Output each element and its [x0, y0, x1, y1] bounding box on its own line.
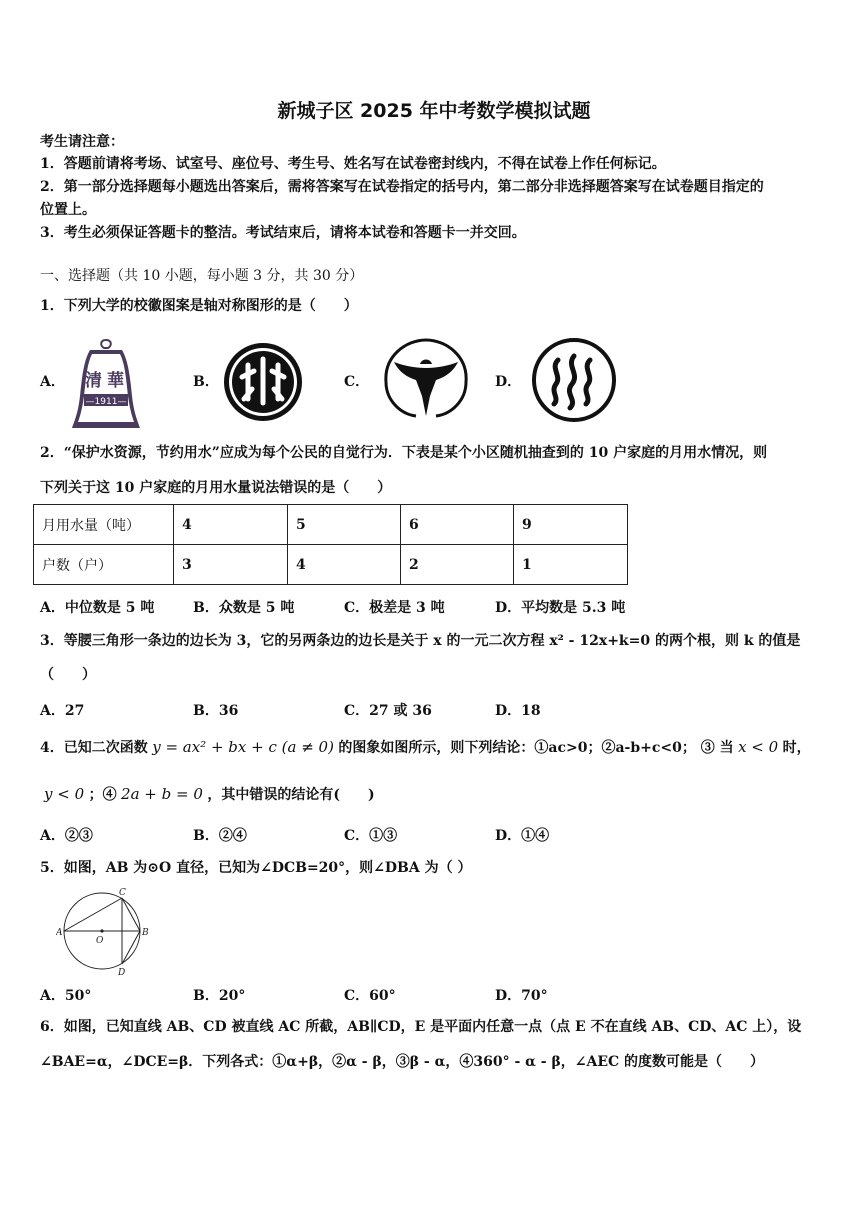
q4-option-c: C．①③: [344, 828, 398, 844]
table-cell: 4: [288, 545, 401, 585]
q3-stem-line2: （ ）: [40, 667, 96, 683]
q3-option-d: D．18: [495, 703, 541, 719]
q4-formula: y < 0: [44, 785, 85, 803]
q6-stem-line1: 6．如图，已知直线 AB、CD 被直线 AC 所截，AB∥CD，E 是平面内任意一点（点 E 不在直线 AB、CD、AC 上），设: [40, 1019, 802, 1035]
q5-stem: 5．如图，AB 为⊙O 直径，已知为∠DCB=20°，则∠DBA 为（ ）: [40, 860, 472, 876]
q5-option-a: A．50°: [40, 988, 92, 1004]
q1-option-b-label: B．: [193, 374, 219, 390]
q4-stem-line2: [44, 784, 375, 805]
q2-stem-line2: 下列关于这 10 户家庭的月用水量说法错误的是（ ）: [40, 480, 392, 496]
circle-diagram-icon: [56, 886, 152, 978]
svg-text:清: 清: [85, 371, 102, 391]
notice-heading: 考生请注意：: [40, 134, 124, 150]
q2-stem-line1: 2．“保护水资源，节约用水”应成为每个公民的自觉行为．下表是某个小区随机抽查到的 10 户家庭的月用水情况，则: [40, 445, 768, 461]
table-header-cell: 户数（户）: [34, 545, 174, 585]
page-title: 新城子区 2025 年中考数学模拟试题: [277, 100, 591, 122]
table-cell: 5: [288, 505, 401, 545]
q5-option-b: B．20°: [193, 988, 246, 1004]
table-row: [34, 505, 628, 545]
q3-option-a: A．27: [40, 703, 85, 719]
badge-year: —1911—: [85, 397, 127, 407]
eagle-badge-icon: [380, 336, 472, 418]
q3-stem-line1: 3．等腰三角形一条边的边长为 3，它的另两条边的边长是关于 x 的一元二次方程 x² - 12x+k=0 的两个根，则 k 的值是: [40, 633, 801, 649]
q6-stem-line2: ∠BAE=α，∠DCE=β．下列各式：①α+β，②α - β，③β - α，④360° - α - β，∠AEC 的度数可能是（ ）: [40, 1054, 765, 1070]
q4-formula: x < 0: [738, 738, 779, 756]
q1-option-c-label: C．: [344, 374, 370, 390]
svg-text:A: A: [56, 928, 63, 938]
q2-option-a: A．中位数是 5 吨: [40, 600, 155, 616]
q4-formula: 2a + b = 0: [121, 785, 203, 803]
table-cell: 1: [514, 545, 628, 585]
water-usage-table: [33, 504, 628, 585]
notice-item-1: 1．答题前请将考场、试室号、座位号、考生号、姓名写在试卷密封线内，不得在试卷上作任何标记。: [40, 156, 666, 172]
q4-stem-line1: [40, 737, 811, 758]
svg-text:O: O: [96, 936, 104, 946]
svg-text:B: B: [142, 928, 149, 938]
table-cell: 4: [174, 505, 288, 545]
q4-stem-part: ；④: [88, 787, 117, 803]
q5-option-c: C．60°: [344, 988, 396, 1004]
svg-text:華: 華: [107, 371, 124, 391]
q2-option-b: B．众数是 5 吨: [193, 600, 295, 616]
q5-option-d: D．70°: [495, 988, 548, 1004]
svg-text:D: D: [118, 968, 126, 978]
section-heading: 一、选择题（共 10 小题，每小题 3 分，共 30 分）: [40, 268, 364, 284]
tsinghua-badge-icon: [70, 336, 142, 432]
svg-text:C: C: [119, 888, 126, 898]
table-row: [34, 545, 628, 585]
peking-badge-icon: [222, 341, 304, 423]
waves-badge-icon: [530, 338, 618, 422]
q1-option-a-label: A．: [40, 374, 65, 390]
q4-option-a: A．②③: [40, 828, 93, 844]
notice-item-2-cont: 位置上。: [40, 202, 96, 218]
q4-stem-part: ，其中错误的结论有( ): [207, 787, 375, 803]
table-header-cell: 月用水量（吨）: [34, 505, 174, 545]
q2-option-d: D．平均数是 5.3 吨: [495, 600, 626, 616]
q4-option-b: B．②④: [193, 828, 247, 844]
q4-stem-part: 的图象如图所示，则下列结论：①ac>0；②a-b+c<0； ③ 当: [338, 740, 734, 756]
q3-option-c: C．27 或 36: [344, 703, 432, 719]
notice-item-2: 2．第一部分选择题每小题选出答案后，需将答案写在试卷指定的括号内，第二部分非选择题答案写在试卷题目指定的: [40, 179, 764, 195]
q4-stem-part: 时，: [782, 740, 811, 756]
q4-option-d: D．①④: [495, 828, 550, 844]
table-cell: 3: [174, 545, 288, 585]
notice-item-3: 3．考生必须保证答题卡的整洁。考试结束后，请将本试卷和答题卡一并交回。: [40, 225, 526, 241]
q1-option-d-label: D．: [495, 374, 522, 390]
table-cell: 6: [401, 505, 514, 545]
q1-stem: 1．下列大学的校徽图案是轴对称图形的是（ ）: [40, 298, 358, 314]
table-cell: 2: [401, 545, 514, 585]
q4-stem-part: 4．已知二次函数: [40, 740, 148, 756]
q3-option-b: B．36: [193, 703, 239, 719]
table-cell: 9: [514, 505, 628, 545]
q4-formula: y = ax² + bx + c (a ≠ 0): [152, 738, 334, 756]
q2-option-c: C．极差是 3 吨: [344, 600, 445, 616]
